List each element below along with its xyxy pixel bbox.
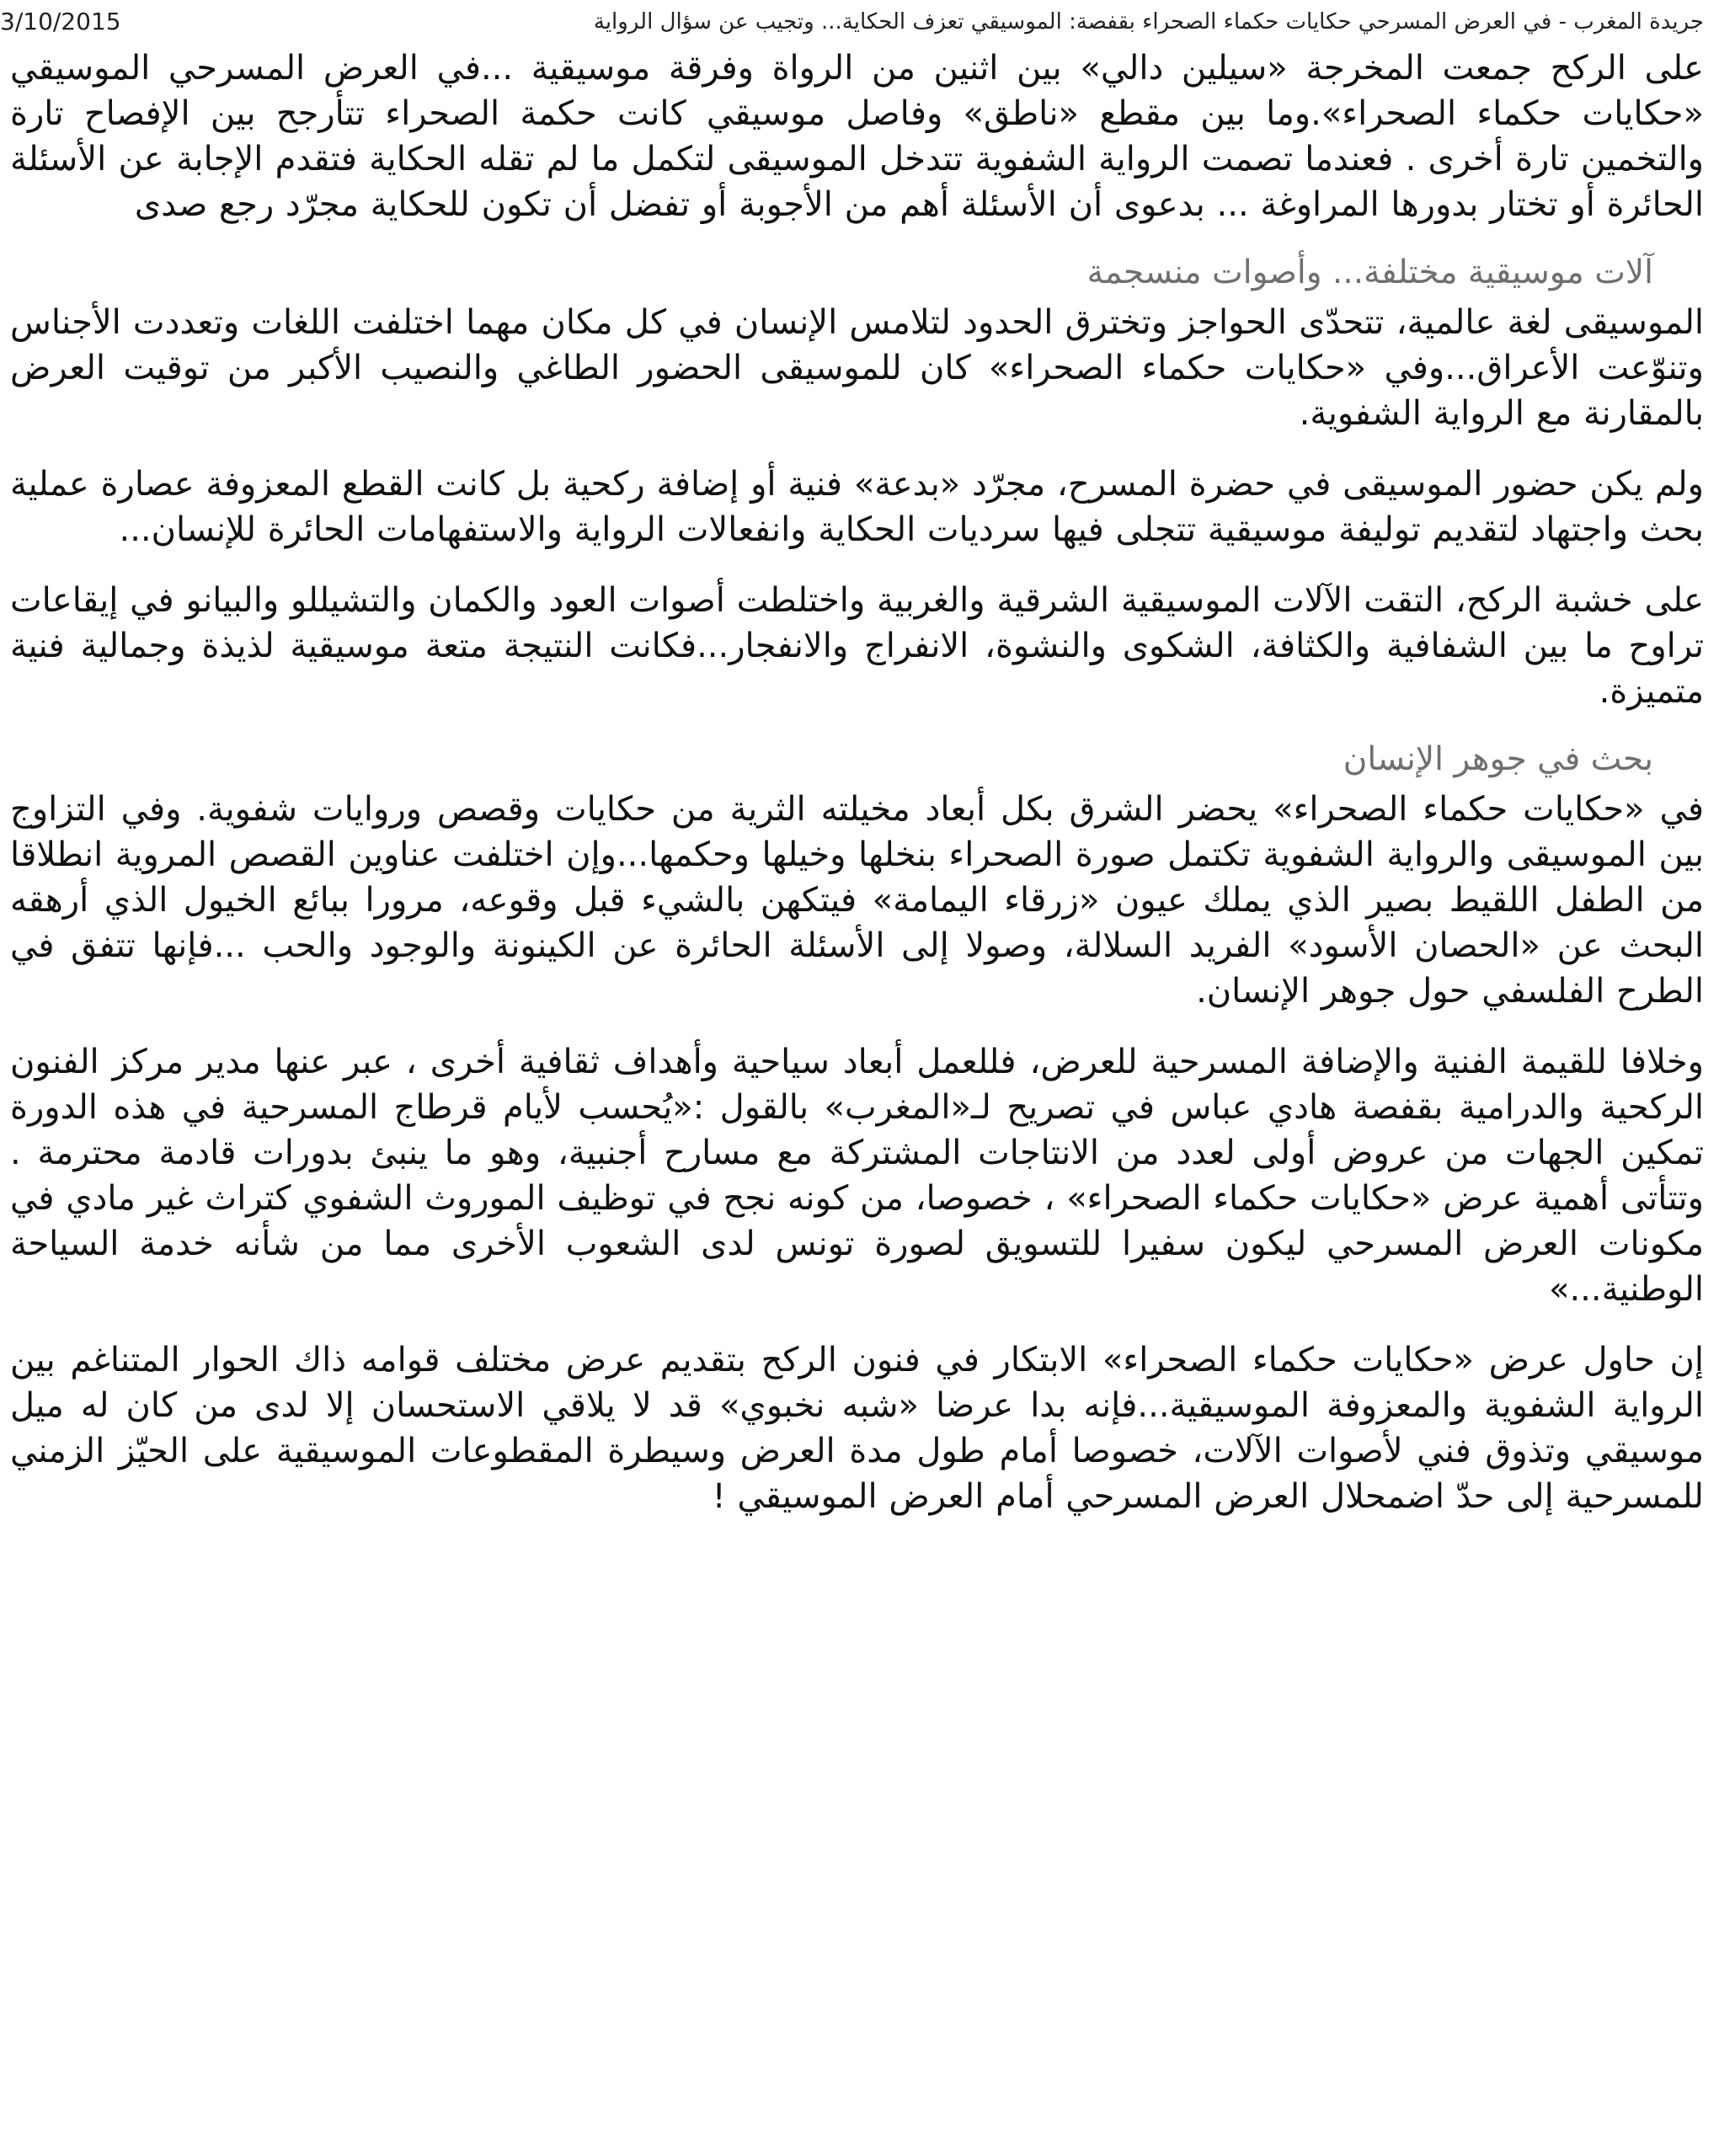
- article-paragraph: إن حاول عرض «حكايات حكماء الصحراء» الابتكار في فنون الركح بتقديم عرض مختلف قوامه ذاك الحوار المتناغم بين الرواية الشفوية والمعزوفة الموسيقية...فإنه بدا عرضا «شبه نخبوي» قد لا يلاقي الاستحسان إلا لدى من كان له ميل موسيقي وتذوق فني لأصوات الآلات، خصوصا أمام طول مدة العرض وسيطرة المقطوعات الموسيقية على الحيّز الزمني للمسرحية إلى حدّ اضمحلال العرض المسرحي أمام العرض الموسيقي !: [10, 1341, 1704, 1516]
- article-paragraph: وخلافا للقيمة الفنية والإضافة المسرحية للعرض، فللعمل أبعاد سياحية وأهداف ثقافية أخرى ، عبر عنها مدير مركز الفنون الركحية والدرامية بقفصة هادي عباس في تصريح لـ«المغرب» بالقول :«يُحسب لأيام قرطاج المسرحية في هذه الدورة تمكين الجهات من عروض أولى لعدد من الانتاجات المشتركة مع مسارح أجنبية، وهو ما ينبئ بدورات قادمة محترمة . وتتأتى أهمية عرض «حكايات حكماء الصحراء» ، خصوصا، من كونه نجح في توظيف الموروث الشفوي كتراث غير مادي في مكونات العرض المسرحي ليكون سفيرا للتسويق لصورة تونس لدى الشعوب الأخرى مما من شأنه خدمة السياحة الوطنية...»: [10, 1043, 1704, 1309]
- page-header: [0, 0, 1719, 42]
- document-title: جريدة المغرب - في العرض المسرحي حكايات حكماء الصحراء بقفصة: الموسيقي تعزف الحكاية... وتجيب عن سؤال الرواية: [593, 9, 1704, 35]
- article-paragraph: ولم يكن حضور الموسيقى في حضرة المسرح، مجرّد «بدعة» فنية أو إضافة ركحية بل كانت القطع المعزوفة عصارة عملية بحث واجتهاد لتقديم توليفة موسيقية تتجلى فيها سرديات الحكاية وانفعالات الرواية والاستفهامات الحائرة للإنسان...: [10, 465, 1704, 549]
- print-date: 3/10/2015: [0, 8, 121, 35]
- article-paragraph: على خشبة الركح، التقت الآلات الموسيقية الشرقية والغربية واختلطت أصوات العود والكمان والتشيللو والبيانو في إيقاعات تراوح ما بين الشفافية والكثافة، الشكوى والنشوة، الانفراج والانفجار...فكانت النتيجة متعة موسيقية لذيذة وجمالية فنية متميزة.: [10, 581, 1704, 711]
- article-paragraph: في «حكايات حكماء الصحراء» يحضر الشرق بكل أبعاد مخيلته الثرية من حكايات وقصص وروايات شفوية. وفي التزاوج بين الموسيقى والرواية الشفوية تكتمل صورة الصحراء بنخلها وخيلها وحكمها...وإن اختلفت عناوين القصص المروية انطلاقا من الطفل اللقيط بصير الذي يملك عيون «زرقاء اليمامة» فيتكهن بالشيء قبل وقوعه، مرورا ببائع الخيول الذي أرهقه البحث عن «الحصان الأسود» الفريد السلالة، وصولا إلى الأسئلة الحائرة عن الكينونة والوجود والحب ...فإنها تتفق في الطرح الفلسفي حول جوهر الإنسان.: [10, 790, 1704, 1011]
- article-paragraph: الموسيقى لغة عالمية، تتحدّى الحواجز وتخترق الحدود لتلامس الإنسان في كل مكان مهما اختلفت اللغات وتعددت الأجناس وتنوّعت الأعراق...وفي «حكايات حكماء الصحراء» كان للموسيقى الحضور الطاغي والنصيب الأكبر من توقيت العرض بالمقارنة مع الرواية الشفوية.: [10, 303, 1704, 433]
- article-paragraph: على الركح جمعت المخرجة «سيلين دالي» بين اثنين من الرواة وفرقة موسيقية ...في العرض المسرحي الموسيقي «حكايات حكماء الصحراء».وما بين مقطع «ناطق» وفاصل موسيقي كانت حكمة الصحراء تتأرجح بين الإفصاح تارة والتخمين تارة أخرى . فعندما تصمت الرواية الشفوية تتدخل الموسيقى لتكمل ما لم تقله الحكاية فتقدم الإجابة عن الأسئلة الحائرة أو تختار بدورها المراوغة ... بدعوى أن الأسئلة أهم من الأجوبة أو تفضل أن تكون للحكاية مجرّد رجع صدى: [10, 49, 1704, 224]
- section-heading-human-essence: بحث في جوهر الإنسان: [1343, 740, 1653, 778]
- article-body: [10, 45, 1704, 2148]
- section-heading-instruments: آلات موسيقية مختلفة... وأصوات منسجمة: [1086, 253, 1653, 291]
